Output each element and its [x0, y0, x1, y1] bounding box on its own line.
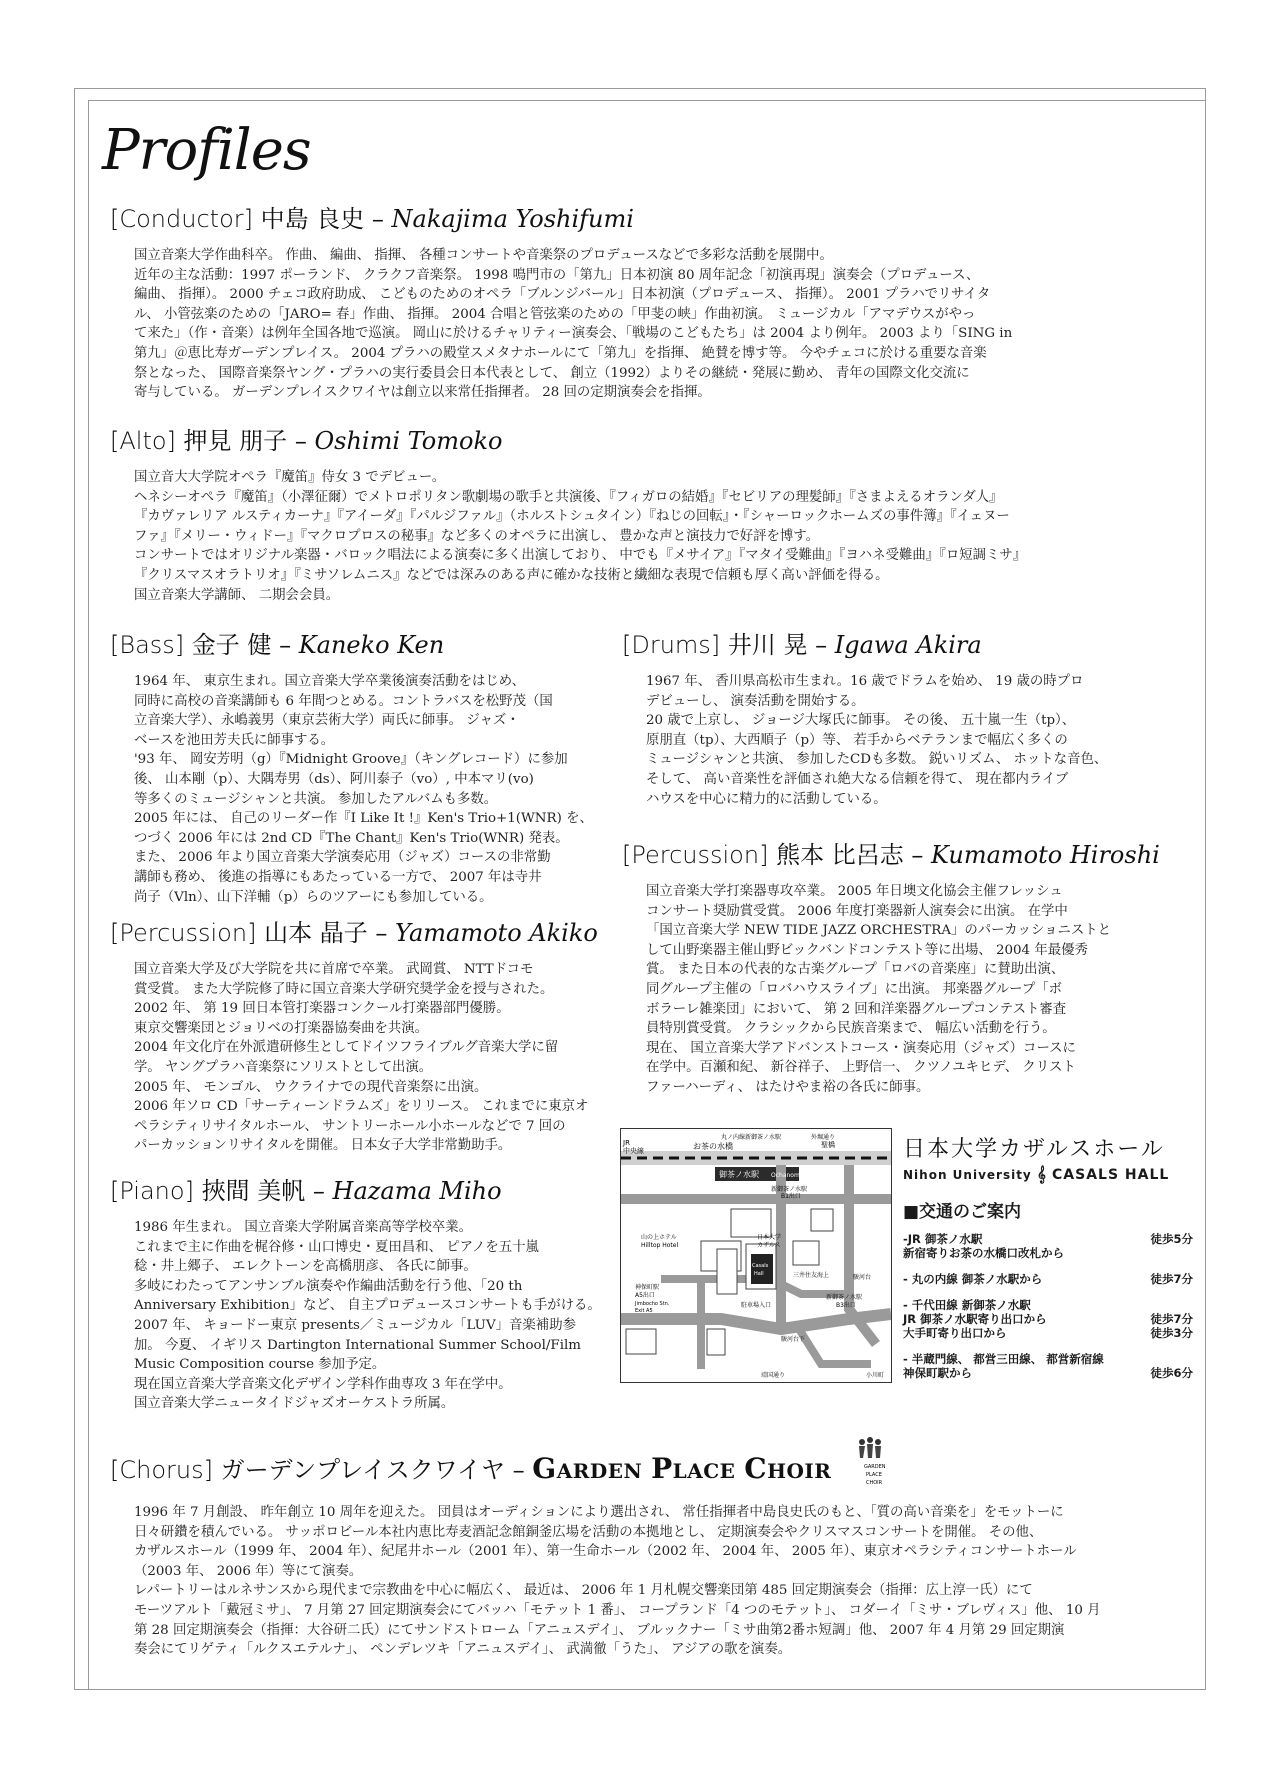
map-label: 中央線	[623, 1147, 644, 1155]
bio-line: 『クリスマスオラトリオ』『ミサソレムニス』などでは深みのある声に確かな技術と繊細な表現で信頼も厚く高い評価を得る。	[134, 567, 889, 583]
map-label-mitsui: 三井住友海上	[793, 1272, 830, 1279]
role-label: [Drums]	[622, 631, 721, 659]
bio-line: 1967 年、 香川県高松市生まれ。16 歳でドラムを始め、 19 歳の時プロ	[646, 674, 1084, 689]
route-time: 徒歩7分 徒歩3分	[1150, 1312, 1193, 1340]
bio-line: 寄与している。 ガーデンプレイスクワイヤは創立以来常任指揮者。 28 回の定期演奏会を指揮。	[134, 385, 711, 401]
name-ja: 熊本 比呂志	[776, 841, 904, 869]
map-label-hijiri: 聖橋	[821, 1141, 835, 1149]
conductor-heading	[110, 204, 1190, 234]
building	[707, 1329, 725, 1355]
map-label-jimbocho: A5出口	[635, 1292, 655, 1299]
bio-line: 1996 年 7 月創設、 昨年創立 10 周年を迎えた。 団員はオーディションにより選出され、 常任指揮者中島良史氏のもと、「質の高い音楽を」をモットーに	[134, 1505, 1064, 1520]
map-label-kanda: 神田川	[661, 1143, 682, 1151]
logo-text: PLACE	[866, 1472, 883, 1478]
bio-line: Music Composition course 参加予定。	[134, 1357, 386, 1373]
name-ja: 挾間 美帆	[201, 1177, 306, 1205]
logo-text: GARDEN	[864, 1464, 886, 1470]
bio-line: また、 2006 年より国立音楽大学演奏応用（ジャズ）コースの非常勤	[134, 850, 551, 866]
conductor-bio	[110, 246, 1190, 403]
dash: –	[512, 1456, 525, 1484]
bio-line: コンサート奨励賞受賞。 2006 年度打楽器新人演奏会に出演。 在学中	[646, 903, 1068, 919]
bio-line: 同時に高校の音楽講師も 6 年間つとめる。コントラバスを松野茂（国	[134, 693, 553, 709]
map-label-casals-box: Casals	[752, 1263, 769, 1269]
piano-heading	[110, 1176, 620, 1206]
percussion-yamamoto-bio	[110, 960, 620, 1156]
bio-line: モーツアルト「戴冠ミサ」、 7 月第 27 回定期演奏会にてバッハ「モテット 1 番」、 コープランド「4 つのモテット」、 コダーイ「ミサ・ブレヴィス」他、 10 月	[134, 1602, 1101, 1618]
dash: –	[279, 631, 292, 659]
percussion-kumamoto-section	[622, 840, 1192, 1098]
bio-line: 編曲、 指揮）。 2000 チェコ政府助成、 こどものためのオペラ「ブルンジバール」日本初演（プロデュース、 指揮）。 2001 プラハでリサイタ	[134, 287, 991, 303]
chorus-heading	[110, 1436, 1190, 1495]
bio-line: ボラーレ雑楽団」において、 第 2 回和洋楽器グループコンテスト審査	[646, 1001, 1067, 1017]
building	[717, 1249, 737, 1294]
bass-bio	[110, 672, 620, 907]
bio-line: 国立音楽大学ニュータイドジャズオーケストラ所属。	[134, 1396, 455, 1412]
casals-hall-marker	[751, 1254, 773, 1284]
bio-line: 現在国立音楽大学音楽文化デザイン学科作曲専攻 3 年在学中。	[134, 1376, 512, 1392]
bio-line: 2002 年、 第 19 回日本管打楽器コンクール打楽器部門優勝。	[134, 1001, 510, 1017]
bio-line: 1986 年生まれ。 国立音楽大学附属音楽高等学校卒業。	[134, 1220, 472, 1235]
name-en: Yamamoto Akiko	[395, 919, 598, 947]
route-time: 徒歩5分	[1150, 1232, 1193, 1246]
bio-line: して山野楽器主催山野ビックバンドコンテスト等に出場、 2004 年最優秀	[646, 942, 1088, 958]
map-label-sotobori: 外堀通り	[811, 1134, 836, 1141]
bio-line: 講師も務め、 後進の指導にもあたっている一方で、 2007 年は寺井	[134, 869, 542, 885]
alto-heading	[110, 426, 1190, 456]
bio-line: 2007 年、 キョードー東京 presents／ミュージカル「LUV」音楽補助参	[134, 1317, 576, 1333]
building	[731, 1209, 771, 1237]
map-label-jimbocho: 神保町駅	[635, 1284, 660, 1291]
bio-line: 国立音大大学院オペラ『魔笛』侍女 3 でデビュー。	[134, 470, 446, 485]
bio-line: 2004 年文化庁在外派遣研修生としてドイツフライブルグ音楽大学に留	[134, 1040, 559, 1056]
bass-heading	[110, 630, 620, 660]
map-label-marunouchi: 丸ノ内線新御茶ノ水駅	[721, 1134, 782, 1141]
building	[626, 1329, 656, 1354]
route-item	[903, 1272, 1193, 1286]
bio-line: 学。 ヤングプラハ音楽祭にソリストとして出演。	[134, 1059, 433, 1075]
map-label-ogawamachi: 小川町	[866, 1372, 885, 1379]
choir-logo-icon	[854, 1436, 894, 1495]
map-label-parking: 駐車場入口	[741, 1302, 772, 1309]
drums-bio	[622, 672, 1192, 809]
alto-bio	[110, 468, 1190, 605]
piano-section	[110, 1176, 620, 1414]
bio-line: 東京交響楽団とジョリベの打楽器協奏曲を共演。	[134, 1020, 429, 1036]
venue-block	[903, 1132, 1203, 1392]
dash: –	[815, 631, 828, 659]
bio-line: 後、 山本剛（p）、大隅寿男（ds）、阿川泰子（vo）, 中本マリ(vo)	[134, 771, 534, 787]
name-en: Igawa Akira	[834, 631, 982, 659]
name-ja: 井川 晃	[727, 631, 808, 659]
casals-logo-icon: 𝄞	[1036, 1165, 1047, 1183]
bio-line: 2005 年、 モンゴル、 ウクライナでの現代音楽祭に出演。	[134, 1079, 488, 1095]
bio-line: て来た」（作・音楽）は例年全国各地で巡演。 岡山に於けるチャリティー演奏会、「戦場のこどもたち」は 2004 より例年。 2003 より「SING in	[134, 326, 1013, 342]
bio-line: ハウスを中心に精力的に活動している。	[646, 791, 887, 807]
route-text: - 千代田線 新御茶ノ水駅 JR 御茶ノ水駅寄り出口から 大手町寄り出口から	[903, 1298, 1047, 1340]
map-label-jimbocho: Exit A5	[635, 1308, 653, 1314]
route-time: 徒歩7分	[1150, 1272, 1193, 1286]
bio-line: これまで主に作曲を梶谷修・山口博史・夏田昌和、 ピアノを五十嵐	[134, 1239, 539, 1255]
role-label: [Percussion]	[622, 841, 769, 869]
percussion-kumamoto-heading	[622, 840, 1192, 870]
bio-line: 賞受賞。 また大学院修了時に国立音楽大学研究奨学金を授与された。	[134, 981, 554, 997]
bio-line: 尚子（Vln）、山下洋輔（p）らのツアーにも参加している。	[134, 889, 493, 905]
map-label-b1: B1出口	[781, 1193, 801, 1200]
role-label: [Bass]	[110, 631, 185, 659]
bio-line: 現在、 国立音楽大学アドバンストコース・演奏応用（ジャズ）コースに	[646, 1040, 1076, 1056]
bio-line: 賞。 また日本の代表的な古楽グループ「ロバの音楽座」に賛助出演、	[646, 962, 1065, 978]
dash: –	[294, 427, 307, 455]
bio-line: ファーハーディ、 はたけやま裕の各氏に師事。	[646, 1079, 930, 1095]
bio-line: ル、 小管弦楽のための「JARO= 春」作曲、 指揮。 2004 合唱と管弦楽のための「甲斐の峡」作曲初演。 ミュージカル「アマデウスがやっ	[134, 306, 976, 322]
venue-name-en-2: CASALS HALL	[1052, 1167, 1170, 1183]
map-graphic	[621, 1129, 891, 1382]
bio-line: 20 歳で上京し、 ジョージ大塚氏に師事。 その後、 五十嵐一生（tp）、	[646, 713, 1076, 729]
bio-line: 多岐にわたってアンサンブル演奏や作編曲活動を行う他、「20 th	[134, 1278, 523, 1294]
venue-name-en	[903, 1165, 1203, 1183]
map-label-surugadai-shita: 駿河台下	[781, 1336, 806, 1343]
bio-line: 在学中。百瀬和紀、 新谷祥子、 上野信一、 クツノユキヒデ、 クリスト	[646, 1060, 1076, 1076]
dash: –	[371, 205, 384, 233]
route-time: 徒歩6分	[1150, 1366, 1193, 1380]
role-label: [Conductor]	[110, 205, 253, 233]
route-item	[903, 1298, 1193, 1340]
bio-line: 員特別賞受賞。 クラシックから民族音楽まで、 幅広い活動を行う。	[646, 1021, 1056, 1037]
role-label: [Chorus]	[110, 1456, 213, 1484]
access-routes	[903, 1232, 1203, 1380]
bio-line: '93 年、 岡安芳明（g）『Midnight Groove』（キングレコード）に参加	[134, 752, 568, 768]
bio-line: 国立音楽大学講師、 二期会会員。	[134, 587, 340, 603]
drums-heading	[622, 630, 1192, 660]
name-en: Hazama Miho	[332, 1177, 502, 1205]
bio-line: 『カヴァレリア ルスティカーナ』『アイーダ』『パルジファル』（ホルストシュタイン）『ねじの回転』・『シャーロックホームズの事件簿』『イェヌー	[134, 509, 1010, 525]
map-label-station: 御茶ノ水駅	[719, 1170, 759, 1179]
bio-line: ペラシティリサイタルホール、 サントリーホール小ホールなどで 7 回の	[134, 1118, 566, 1134]
name-ja: 金子 健	[191, 631, 272, 659]
bio-line: 等多くのミュージシャンと共演。 参加したアルバムも多数。	[134, 791, 498, 807]
dash: –	[312, 1177, 325, 1205]
bio-line: 加。 今夏、 イギリス Dartington International Summer School/Film	[134, 1337, 581, 1353]
chorus-section	[110, 1436, 1190, 1660]
bio-line: 立音楽大学）、永嶋義男（東京芸術大学）両氏に師事。 ジャズ・	[134, 713, 520, 729]
access-map	[620, 1128, 892, 1383]
page-title: Profiles	[102, 118, 311, 183]
access-title: ■交通のご案内	[903, 1202, 1022, 1222]
bio-line: （2003 年、 2006 年）等にて演奏。	[134, 1563, 363, 1579]
cap-letter: G	[532, 1452, 557, 1485]
percussion-yamamoto-heading	[110, 918, 620, 948]
bio-line: ベースを池田芳夫氏に師事する。	[134, 732, 335, 748]
map-label-hilltop: 山の上ホテル	[641, 1234, 677, 1241]
bio-line: つづく 2006 年には 2nd CD『The Chant』Ken's Trio(WNR) 発表。	[134, 830, 569, 846]
route-item	[903, 1232, 1193, 1260]
bio-line: 国立音楽大学打楽器専攻卒業。 2005 年日墺文化協会主催フレッシュ	[646, 884, 1063, 899]
bio-line: 祭となった、 国際音楽祭ヤング・プラハの実行委員会日本代表として、 創立（1992）よりその継続・発展に勤め、 青年の国際文化交流に	[134, 365, 970, 381]
role-label: [Alto]	[110, 427, 176, 455]
map-label-surugadai: 駿河台	[853, 1274, 872, 1281]
bio-line: 奏会にてリゲティ「ルクスエテルナ」、 ペンデレツキ「アニュスデイ」、 武満徹「うた」、 アジアの歌を演奏。	[134, 1642, 792, 1658]
bio-line: 国立音楽大学作曲科卒。 作曲、 編曲、 指揮、 各種コンサートや音楽祭のプロデュースなどで多彩な活動を展開中。	[134, 248, 833, 263]
bio-line: 2005 年には、 自己のリーダー作『I Like It !』Ken's Trio+1(WNR) を、	[134, 811, 593, 827]
bio-line: ファ』『メリー・ウィドー』『マクロプロスの秘事』など多くのオペラに出演し、 豊かな声と演技力で好評を博す。	[134, 528, 820, 544]
route-text: - 半蔵門線、 都営三田線、 都営新宿線 神保町駅から	[903, 1352, 1104, 1380]
piano-bio	[110, 1218, 620, 1414]
route-text: -JR 御茶ノ水駅 新宿寄りお茶の水橋口改札から	[903, 1232, 1064, 1260]
name-en: Kumamoto Hiroshi	[931, 841, 1160, 869]
bio-line: コンサートではオリジナル楽器・バロック唱法による演奏に多く出演しており、 中でも『メサイア』『マタイ受難曲』『ヨハネ受難曲』『ロ短調ミサ』	[134, 548, 1027, 564]
drums-section	[622, 630, 1192, 809]
map-label-yasukuni: 靖国通り	[761, 1372, 786, 1379]
map-label-b3: B3出口	[836, 1302, 856, 1309]
name-en: Nakajima Yoshifumi	[391, 205, 634, 233]
venue-name-ja: 日本大学カザルスホール	[903, 1137, 1165, 1162]
map-label-casals: 日本大学	[757, 1234, 782, 1241]
bio-line: 近年の主な活動：1997 ポーランド、 クラクフ音楽祭。 1998 鳴門市の「第九」日本初演 80 周年記念「初演再現」演奏会（プロデュース、	[134, 267, 980, 283]
bio-line: 2006 年ソロ CD「サーティーンドラムズ」をリリース。 これまでに東京オ	[134, 1099, 589, 1115]
route-text: - 丸の内線 御茶ノ水駅から	[903, 1272, 1043, 1286]
venue-name-en-1: Nihon University	[903, 1168, 1032, 1182]
road-yasukuni	[621, 1314, 891, 1329]
conductor-section	[110, 204, 1190, 403]
route-item	[903, 1352, 1193, 1380]
building	[793, 1241, 819, 1265]
map-label-jimbocho: Jimbocho Stn.	[635, 1301, 670, 1307]
name-en: Kaneko Ken	[298, 631, 445, 659]
building	[811, 1209, 833, 1231]
map-label-casals: カザルス	[757, 1242, 781, 1249]
bio-line: デビューし、 演奏活動を開始する。	[646, 693, 865, 709]
alto-section	[110, 426, 1190, 605]
name-en: Oshimi Tomoko	[314, 427, 503, 455]
role-label: [Percussion]	[110, 919, 257, 947]
name-ja: 押見 朋子	[183, 427, 288, 455]
bio-line: カザルスホール（1999 年、 2004 年）、紀尾井ホール（2001 年）、第一生命ホール（2002 年、 2004 年、 2005 年）、東京オペラシティコンサートホール	[134, 1544, 1077, 1560]
bio-line: 稔・井上郷子、 エレクトーンを高橋朋彦、 各氏に師事。	[134, 1259, 477, 1275]
bio-line: パーカッションリサイタルを開催。 日本女子大学非常勤助手。	[134, 1138, 512, 1154]
bio-line: 1964 年、 東京生まれ。国立音楽大学卒業後演奏活動をはじめ、	[134, 674, 526, 689]
map-label-casals-box: Hall	[754, 1271, 764, 1277]
map-label-bridge: お茶の水橋	[693, 1142, 733, 1151]
bio-line: 国立音楽大学及び大学院を共に首席で卒業。 武岡賞、 NTTドコモ	[134, 962, 534, 977]
small-caps: HOIR	[767, 1459, 832, 1483]
dash: –	[911, 841, 924, 869]
percussion-yamamoto-section	[110, 918, 620, 1156]
map-label-hilltop: Hilltop Hotel	[641, 1242, 679, 1249]
small-caps: ARDEN	[556, 1459, 643, 1483]
map-label: JR	[623, 1139, 630, 1147]
bio-line: ミュージシャンと共演、 参加したCDも多数。 鋭いリズム、 ホットな音色、	[646, 752, 1108, 768]
bio-line: ヘネシーオペラ『魔笛』（小澤征爾）でメトロポリタン歌劇場の歌手と共演後、『フィガロの結婚』『セビリアの理髪師』『さまよえるオランダ人』	[134, 489, 1003, 505]
map-label-b1: 新御茶ノ水駅	[771, 1186, 808, 1193]
road	[799, 1329, 871, 1364]
bio-line: 第 28 回定期演奏会（指揮：大谷研二氏）にてサンドストローム「アニュスデイ」、 ブルックナー「ミサ曲第2番ホ短調」他、 2007 年 4 月第 29 回定期演	[134, 1622, 1065, 1638]
percussion-kumamoto-bio	[622, 882, 1192, 1098]
bio-line: 「国立音楽大学 NEW TIDE JAZZ ORCHESTRA」のパーカッショニストと	[646, 923, 1112, 939]
bio-line: 日々研鑽を積んでいる。 サッポロビール本社内恵比寿麦酒記念館銅釜広場を活動の本拠地とし、 定期演奏会やクリスマスコンサートを開催。 その他、	[134, 1524, 1043, 1540]
role-label: [Piano]	[110, 1177, 194, 1205]
logo-text: CHOIR	[866, 1480, 883, 1486]
bio-line: 同グループ主催の「ロバハウスライブ」に出演。 邦楽器グループ「ボ	[646, 981, 1063, 997]
bio-line: Anniversary Exhibition」など、 自主プロデュースコンサートも手がける。	[134, 1298, 601, 1314]
name-ja: 中島 良史	[260, 205, 365, 233]
map-label-station-en: Ochanomizu Stn.	[771, 1172, 823, 1179]
chorus-bio	[110, 1503, 1190, 1660]
name-en	[532, 1452, 840, 1485]
cap-letter: C	[744, 1452, 768, 1485]
name-ja: ガーデンプレイスクワイヤ	[220, 1456, 506, 1484]
name-ja: 山本 晶子	[264, 919, 368, 947]
dash: –	[375, 919, 388, 947]
bass-section	[110, 630, 620, 907]
map-label-b3: 新御茶ノ水駅	[826, 1294, 863, 1301]
small-caps: LACE	[672, 1459, 736, 1483]
bio-line: そして、 高い音楽性を評価され絶大なる信頼を得て、 現在都内ライブ	[646, 771, 1069, 787]
bio-line: レパートリーはルネサンスから現代まで宗教曲を中心に幅広く、 最近は、 2006 年 1 月札幌交響楽団第 485 回定期演奏会（指揮：広上淳一氏）にて	[134, 1583, 1033, 1599]
bio-line: 原朋直（tp）、大西順子（p）等、 若手からベテランまで幅広く多くの	[646, 732, 1068, 748]
bio-line: 第九」＠恵比寿ガーデンプレイス。 2004 プラハの殿堂スメタナホールにて「第九」を指揮、 絶賛を博す等。 今やチェコに於ける重要な音楽	[134, 345, 987, 361]
cap-letter: P	[651, 1452, 673, 1485]
